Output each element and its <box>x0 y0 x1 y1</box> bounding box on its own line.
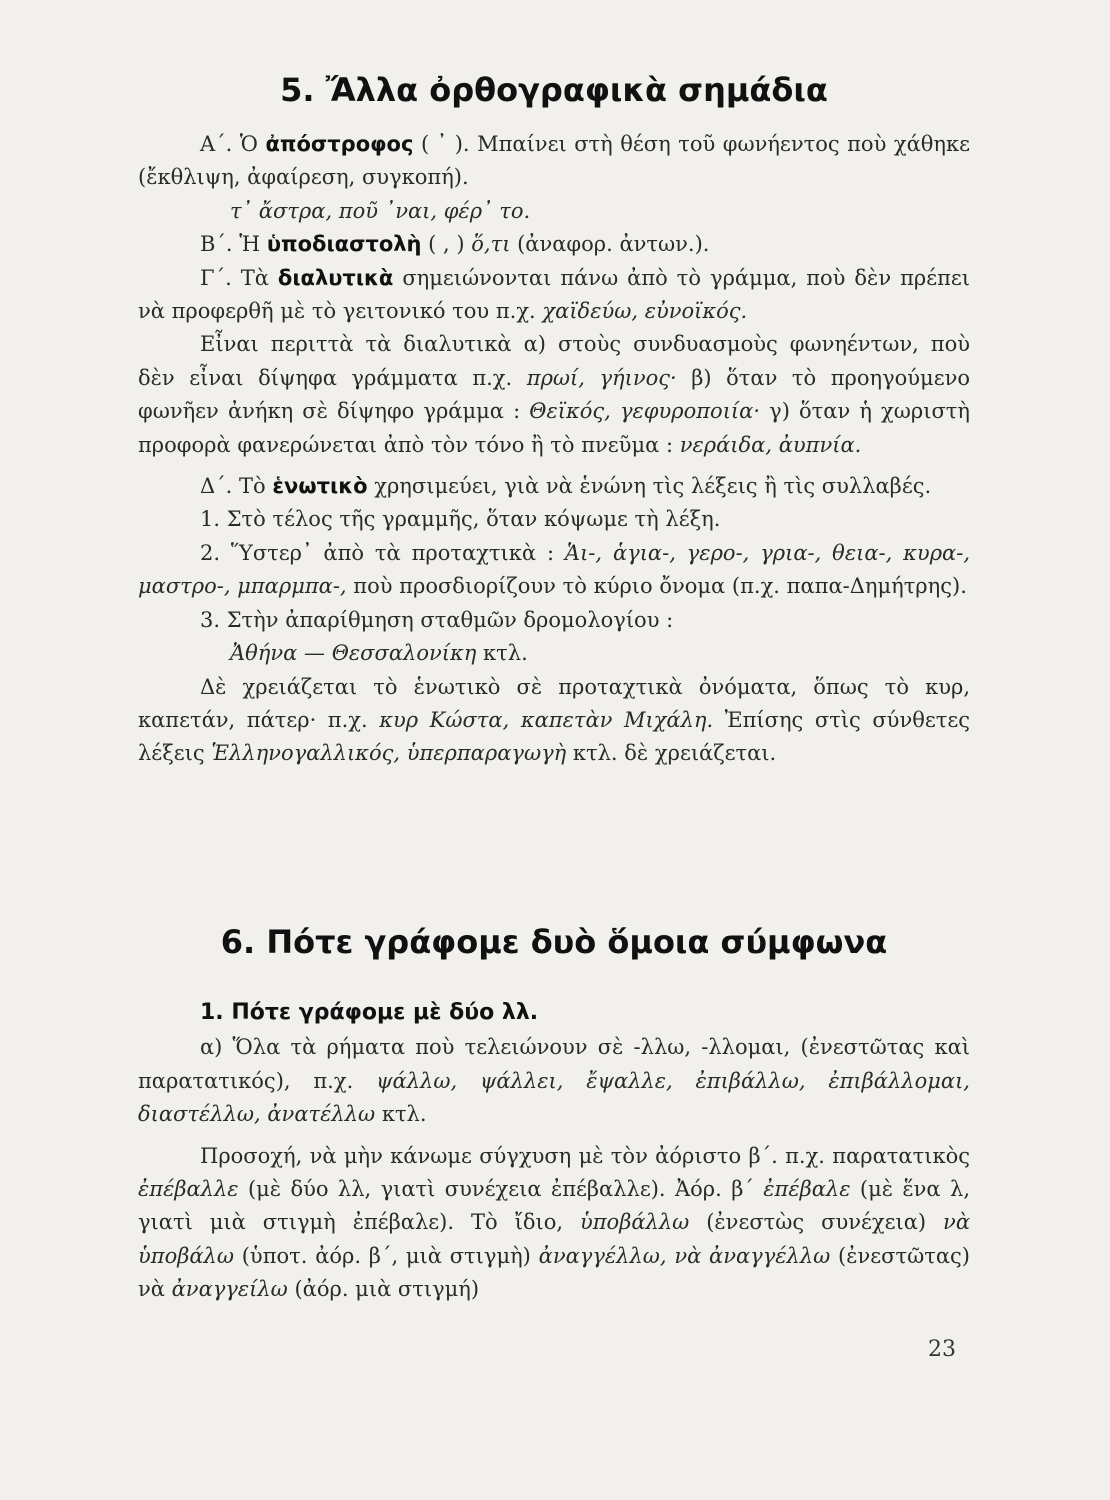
text: (μὲ δύο λλ, γιατὶ συνέχεια ἐπέβαλλε). Ἀόρ. β΄ <box>238 1177 764 1202</box>
hyphen-item-3: 3. Στὴν ἀπαρίθμηση σταθμῶν δρομολογίου : <box>200 607 674 632</box>
example: Ἑλληνογαλλικός, ὑπερπαραγωγὴ <box>211 741 567 766</box>
hyphen-text: χρησιμεύει, γιὰ νὰ ἑνώνη τὶς λέξεις ἢ τὶς συλλαβές. <box>367 474 932 499</box>
term-hyphen: ἑνωτικὸ <box>272 474 368 499</box>
apostrophe-example: τ᾿ ἄστρα, ποῦ ᾿ναι, φέρ᾿ το. <box>230 198 531 223</box>
item-label: Α΄. Ὁ <box>200 132 258 156</box>
text: Ἐπίσης στὶς σύνθετες λέξεις <box>138 707 970 766</box>
text: κτλ. δὲ χρειάζεται. <box>566 741 777 766</box>
hyphen-item-2 <box>138 537 970 604</box>
text: (ἀόρ. μιὰ στιγμή) <box>287 1277 480 1302</box>
example: ὑποβάλλω <box>579 1210 690 1235</box>
comma-text-2: (ἀναφορ. ἀντων.). <box>510 232 710 257</box>
diaeresis-paragraph <box>138 262 970 329</box>
item-label: Δ΄. Τὸ <box>200 474 266 499</box>
hyphen-item-3-example <box>138 637 970 670</box>
example: Θεϊκός, γεφυροποιία· <box>529 399 761 424</box>
term-diaeresis: διαλυτικὰ <box>277 265 394 290</box>
example: ἐπέβαλλε <box>138 1177 239 1202</box>
subsection-1-title: 1. Πότε γράφομε μὲ δύο λλ. <box>200 1000 539 1025</box>
text: (ἐνεστῶτας) νὰ <box>138 1243 970 1302</box>
hyphen-paragraph <box>138 470 970 503</box>
hyphen-paragraph-3 <box>138 671 970 771</box>
comma-text: ( , ) <box>421 232 472 257</box>
example: ψάλλω, ψάλλει, ἔψαλλε, ἐπιβάλλω, ἐπιβάλλομαι, διαστέλλω, ἀνατέλλω <box>138 1068 970 1127</box>
text: κτλ. <box>375 1102 427 1127</box>
page-number: 23 <box>928 1337 956 1362</box>
example: ἀναγγείλω <box>171 1277 288 1302</box>
double-l-paragraph-a <box>138 1031 970 1131</box>
item-label: Β΄. Ἡ <box>200 232 261 257</box>
text: κτλ. <box>476 641 528 666</box>
example: Ἀθήνα — Θεσσαλονίκη <box>230 641 477 666</box>
comma-example: ὅ,τι <box>471 232 511 257</box>
section-5-title: 5. Ἄλλα ὀρθογραφικὰ σημάδια <box>280 71 828 109</box>
text: (ἐνεστὼς συνέχεια) <box>689 1210 944 1235</box>
text: α) Ὅλα τὰ ρήματα ποὺ τελειώνουν σὲ -λλω, -λλομαι, (ἐνεστῶτας καὶ παρατατικός), π.χ. <box>138 1035 970 1093</box>
text: β) ὅταν τὸ προηγούμενο φωνῆεν ἀνήκη σὲ δίψηφο γράμμα : <box>138 365 970 424</box>
term-hypodiastole: ὑποδιαστολὴ <box>266 232 422 257</box>
example: κυρ Κώστα, καπετὰν Μιχάλη. <box>379 707 714 732</box>
section-5-body <box>138 128 970 771</box>
text: (μὲ ἕνα λ, γιατὶ μιὰ στιγμὴ ἐπέβαλε). Τὸ ἴδιο, <box>138 1177 970 1235</box>
example: πρωί, γήινος· <box>526 365 677 390</box>
double-l-paragraph-b <box>138 1140 970 1307</box>
diaeresis-text: σημειώνονται πάνω ἀπὸ τὸ γράμμα, ποὺ δὲν πρέπει νὰ προφερθῆ μὲ τὸ γειτονικό του π.χ. <box>138 265 971 324</box>
text: γ) ὅταν ἡ χωριστὴ προφορὰ φανερώνεται ἀπὸ τὸν τόνο ἢ τὸ πνεῦμα : <box>138 399 971 457</box>
example: νεράιδα, ἀυπνία. <box>679 432 862 457</box>
example: Ἁι-, ἁγια-, γερο-, γρια-, θεια-, κυρα-, μαστρο-, μπαρμπα-, <box>138 540 970 599</box>
example: ἀναγγέλλω, νὰ ἀναγγέλλω <box>538 1243 831 1268</box>
term-apostrophe: ἀπόστροφος <box>265 132 414 156</box>
text: Εἶναι περιττὰ τὰ διαλυτικὰ α) στοὺς συνδυασμοὺς φωνηέντων, ποὺ δὲν εἶναι δίψηφα γράμματα π.χ. <box>138 332 970 390</box>
apostrophe-text: ( ᾿ ). Μπαίνει στὴ θέση τοῦ φωνήεντος ποὺ χάθηκε (ἔκθλιψη, ἀφαίρεση, συγκοπή). <box>138 132 970 190</box>
text: (ὑποτ. ἀόρ. β΄, μιὰ στιγμὴ) <box>233 1243 539 1268</box>
apostrophe-paragraph <box>138 128 970 195</box>
example: ἐπέβαλε <box>763 1177 851 1202</box>
text: ποὺ προσδιορίζουν τὸ κύριο ὄνομα (π.χ. παπα-Δημήτρης). <box>346 574 967 599</box>
example: νὰ ὑποβάλω <box>138 1210 970 1268</box>
diaeresis-paragraph-2 <box>138 328 970 462</box>
text: Προσοχή, νὰ μὴν κάνωμε σύγχυση μὲ τὸν ἀόριστο β΄. π.χ. παρατατικὸς <box>200 1143 970 1168</box>
diaeresis-example: χαϊδεύω, εὐνοϊκός. <box>542 299 748 324</box>
item-label: Γ΄. Τὰ <box>200 265 269 290</box>
section-6-body <box>138 996 970 1307</box>
text: Δὲ χρειάζεται τὸ ἑνωτικὸ σὲ προταχτικὰ ὀνόματα, ὅπως τὸ κυρ, καπετάν, πάτερ· π.χ. <box>138 674 970 732</box>
hyphen-item-1: 1. Στὸ τέλος τῆς γραμμῆς, ὅταν κόψωμε τὴ λέξη. <box>200 507 721 532</box>
section-6-title: 6. Πότε γράφομε δυὸ ὅμοια σύμφωνα <box>220 923 888 961</box>
comma-paragraph <box>138 228 970 261</box>
text: 2. Ὕστερ᾿ ἀπὸ τὰ προταχτικὰ : <box>200 540 565 565</box>
